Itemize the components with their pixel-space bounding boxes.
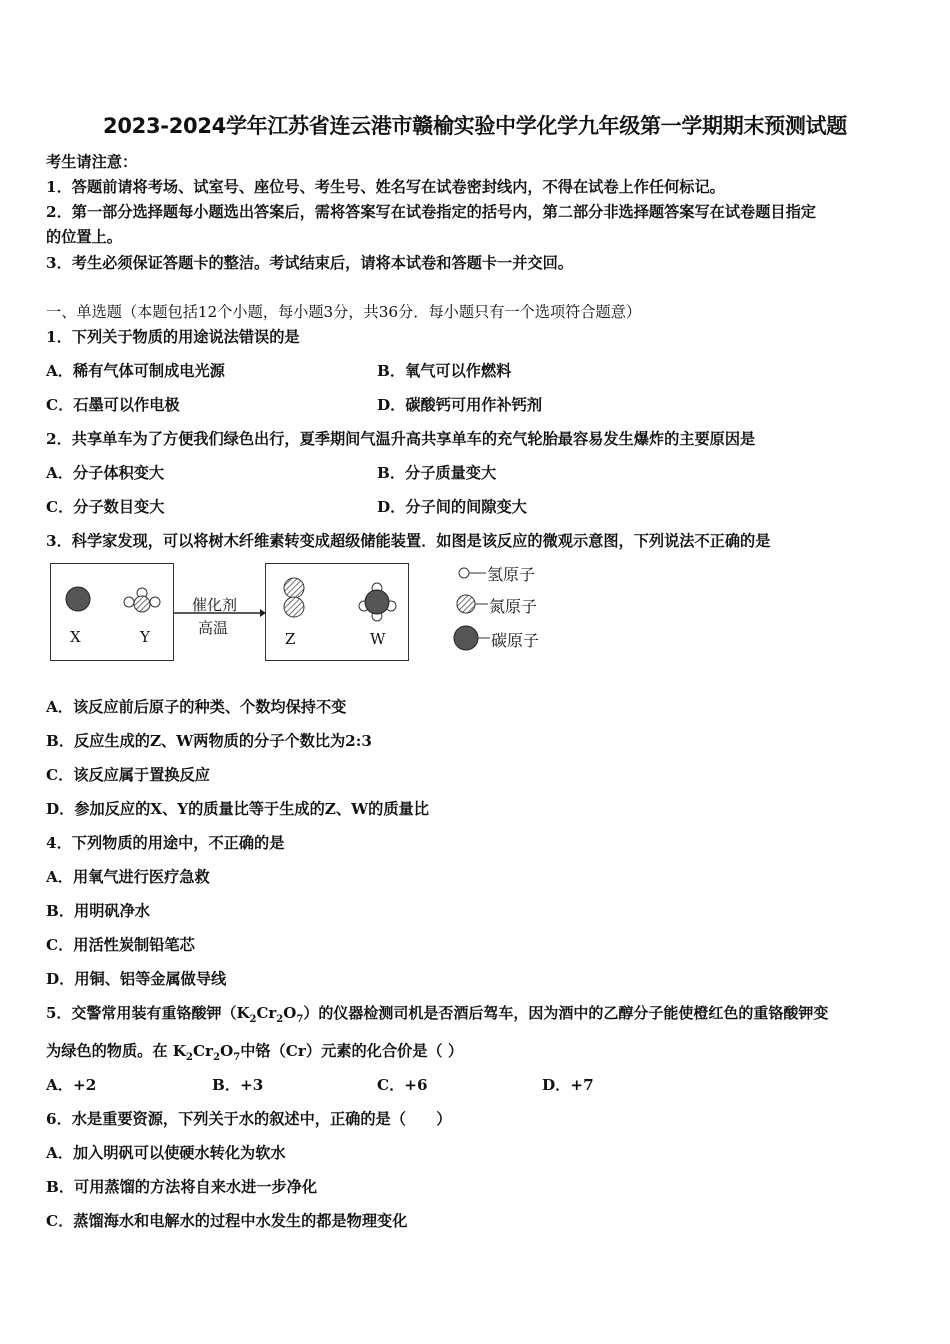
label-y: Y <box>140 628 150 646</box>
q2-option-b: B．分子质量变大 <box>377 464 497 482</box>
q5-stem: 5．交警常用装有重铬酸钾$(K_2Cr_2O_7)$的仪器检测司机是否酒后驾车，因为酒中的乙醇分子能使橙红色的重铬酸钾变 <box>46 1004 829 1025</box>
hydrogen-legend-icon <box>459 568 469 578</box>
notice-item-1: 1．答题前请将考场、试室号、座位号、考生号、姓名写在试卷密封线内，不得在试卷上作任何标记。 <box>46 178 725 196</box>
q2-option-a: A．分子体积变大 <box>46 464 165 482</box>
q5-option-b: B．+3 <box>212 1076 264 1094</box>
products-box <box>265 563 409 661</box>
legend-nitrogen: 氮原子 <box>489 597 538 616</box>
label-x: X <box>70 628 81 646</box>
q1-stem: 1．下列关于物质的用途说法错误的是 <box>46 328 300 346</box>
legend-carbon: 碳原子 <box>491 631 540 650</box>
q6-option-c: C．蒸馏海水和电解水的过程中水发生的都是物理变化 <box>46 1212 408 1230</box>
q4-option-b: B．用明矾净水 <box>46 902 150 920</box>
notice-heading: 考生请注意： <box>46 153 138 171</box>
page-title: 2023-2024学年江苏省连云港市赣榆实验中学化学九年级第一学期期末预测试题 <box>103 114 847 138</box>
q4-option-c: C．用活性炭制铅笔芯 <box>46 936 195 954</box>
label-w: W <box>370 630 386 648</box>
nitrogen-legend-icon <box>457 595 475 613</box>
q5-option-c: C．+6 <box>377 1076 428 1094</box>
q5-stem-cont: 为绿色的物质。在 $K_2Cr_2O_7$中铬（Cr）元素的化合价是（ ） <box>46 1042 464 1064</box>
q4-option-a: A．用氧气进行医疗急救 <box>46 868 210 886</box>
q2-stem: 2．共享单车为了方便我们绿色出行，夏季期间气温升高共享单车的充气轮胎最容易发生爆炸的主要原因是 <box>46 430 756 448</box>
condition-high-temp: 高温 <box>198 619 229 637</box>
carbon-atom <box>365 590 389 614</box>
q1-option-d: D．碳酸钙可用作补钙剂 <box>377 396 543 414</box>
label-z: Z <box>285 630 296 648</box>
q3-option-d: D．参加反应的X、Y的质量比等于生成的Z、W的质量比 <box>46 800 429 818</box>
nitrogen-atom <box>284 578 304 598</box>
legend-symbols <box>450 562 490 662</box>
q6-option-b: B．可用蒸馏的方法将自来水进一步净化 <box>46 1178 318 1196</box>
q2-option-c: C．分子数目变大 <box>46 498 165 516</box>
q4-stem: 4．下列物质的用途中，不正确的是 <box>46 834 285 852</box>
q6-option-a: A．加入明矾可以使硬水转化为软水 <box>46 1144 286 1162</box>
notice-item-2-cont: 的位置上。 <box>46 228 122 246</box>
carbon-atom-x <box>66 587 90 611</box>
q3-stem: 3．科学家发现，可以将树木纤维素转变成超级储能装置．如图是该反应的微观示意图，下列说法不正确的是 <box>46 532 771 550</box>
q3-option-a: A．该反应前后原子的种类、个数均保持不变 <box>46 698 347 716</box>
q2-option-d: D．分子间的间隙变大 <box>377 498 527 516</box>
q1-option-b: B．氧气可以作燃料 <box>377 362 512 380</box>
q1-option-c: C．石墨可以作电极 <box>46 396 180 414</box>
nitrogen-atom <box>284 597 304 617</box>
reactants-box <box>50 563 174 661</box>
hydrogen-atom <box>150 597 160 607</box>
q3-option-c: C．该反应属于置换反应 <box>46 766 210 784</box>
notice-item-2: 2．第一部分选择题每小题选出答案后，需将答案写在试卷指定的括号内，第二部分非选择题答案写在试卷题目指定 <box>46 203 816 221</box>
q1-option-a: A．稀有气体可制成电光源 <box>46 362 225 380</box>
condition-catalyst: 催化剂 <box>192 596 238 614</box>
carbon-legend-icon <box>454 626 478 650</box>
q5-option-a: A．+2 <box>46 1076 97 1094</box>
hydrogen-atom <box>124 597 134 607</box>
q3-option-b: B．反应生成的Z、W两物质的分子个数比为2:3 <box>46 732 372 750</box>
q4-option-d: D．用铜、铝等金属做导线 <box>46 970 227 988</box>
q5-option-d: D．+7 <box>542 1076 594 1094</box>
notice-item-3: 3．考生必须保证答题卡的整洁。考试结束后，请将本试卷和答题卡一并交回。 <box>46 254 573 272</box>
q6-stem: 6．水是重要资源，下列关于水的叙述中，正确的是（ ） <box>46 1110 452 1128</box>
legend-hydrogen: 氢原子 <box>487 565 536 584</box>
nitrogen-atom <box>134 596 150 612</box>
section-heading: 一、单选题（本题包括12个小题，每小题3分，共36分．每小题只有一个选项符合题意） <box>46 303 642 321</box>
